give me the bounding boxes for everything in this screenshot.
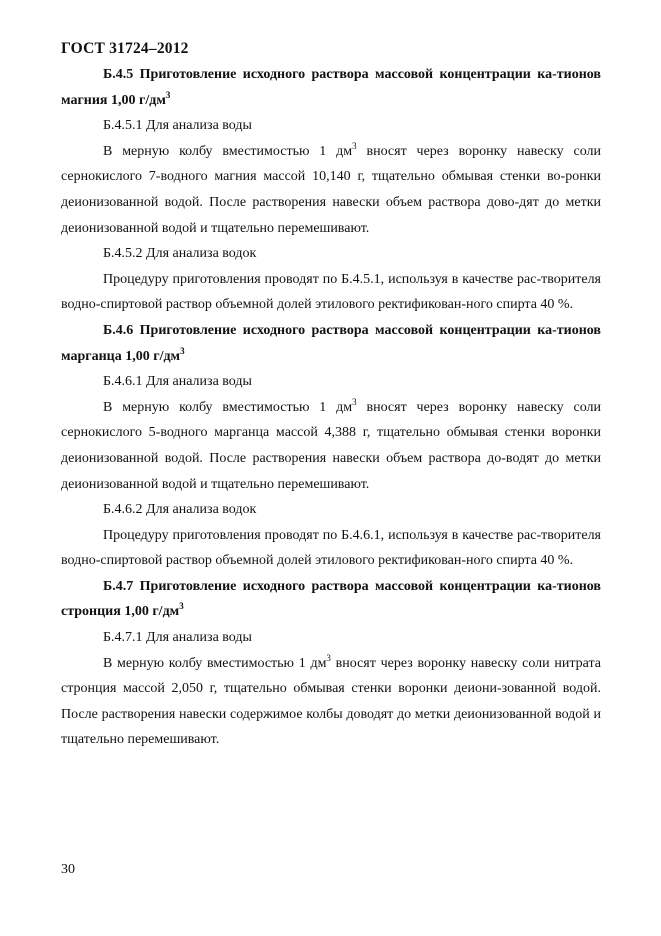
section-heading-text: Б.4.6 Приготовление исходного раствора массовой концентрации ка-тионов марганца 1,00 г/дм bbox=[61, 322, 601, 364]
paragraph-text-a: В мерную колбу вместимостью 1 дм bbox=[103, 399, 353, 415]
section-heading-text: Б.4.5 Приготовление исходного раствора массовой концентрации ка-тионов магния 1,00 г/дм bbox=[61, 67, 601, 108]
superscript: 3 bbox=[352, 396, 357, 407]
paragraph-text-b: вносят через воронку навеску соли сернокислого 5-водного марганца массой 4,388 г, тщательно обмывая стенки воронки деионизованной водой. После растворения навески объем раствора до-водят до метки деионизованной водой и тщательно перемешивают. bbox=[61, 399, 602, 492]
paragraph bbox=[61, 139, 601, 241]
paragraph-text-a: В мерную колбу вместимостью 1 дм bbox=[103, 655, 327, 671]
superscript: 3 bbox=[326, 652, 331, 663]
section-heading-text: Б.4.7 Приготовление исходного раствора массовой концентрации ка-тионов стронция 1,00 г/дм bbox=[61, 578, 601, 620]
paragraph-text-a: В мерную колбу вместимостью 1 дм bbox=[103, 143, 353, 159]
subsection-title: Б.4.6.1 Для анализа воды bbox=[103, 374, 252, 390]
paragraph-text-b: вносят через воронку навеску соли сернокислого 7-водного магния массой 10,140 г, тщательно обмывая стенки во-ронки деионизованной водой. После растворения навески объем раствора дово-дят до метки деионизованной водой и тщательно перемешивают. bbox=[61, 143, 602, 236]
paragraph: Процедуру приготовления проводят по Б.4.6.1, используя в качестве рас-творителя водно-спиртовой раствор объемной долей этилового ректификован-ного спирта 40 %. bbox=[61, 527, 601, 569]
paragraph bbox=[61, 395, 601, 497]
paragraph-text-b: вносят через воронку навеску соли нитрата стронция массой 2,050 г, тщательно обмывая стенки воронки деиони-зованной водой. После растворения навески содержимое колбы доводят до метки деионизованной водой и тщательно перемешивают. bbox=[61, 655, 601, 748]
paragraph bbox=[61, 651, 601, 753]
subsection-title: Б.4.5.1 Для анализа воды bbox=[103, 118, 252, 134]
subsection-title: Б.4.7.1 Для анализа воды bbox=[103, 630, 252, 646]
superscript: 3 bbox=[180, 345, 185, 356]
subsection-title: Б.4.6.2 Для анализа водок bbox=[103, 502, 257, 518]
document-header: ГОСТ 31724–2012 bbox=[61, 40, 189, 57]
subsection-title: Б.4.5.2 Для анализа водок bbox=[103, 246, 257, 262]
superscript: 3 bbox=[352, 140, 357, 151]
section-heading bbox=[61, 62, 601, 113]
section-heading bbox=[61, 574, 601, 625]
page-number: 30 bbox=[61, 862, 75, 877]
document-body bbox=[61, 62, 601, 753]
superscript: 3 bbox=[165, 89, 171, 100]
paragraph: Процедуру приготовления проводят по Б.4.5.1, используя в качестве рас-творителя водно-спиртовой раствор объемной долей этилового ректификован-ного спирта 40 %. bbox=[61, 271, 601, 313]
superscript: 3 bbox=[179, 601, 184, 612]
section-heading bbox=[61, 318, 601, 369]
